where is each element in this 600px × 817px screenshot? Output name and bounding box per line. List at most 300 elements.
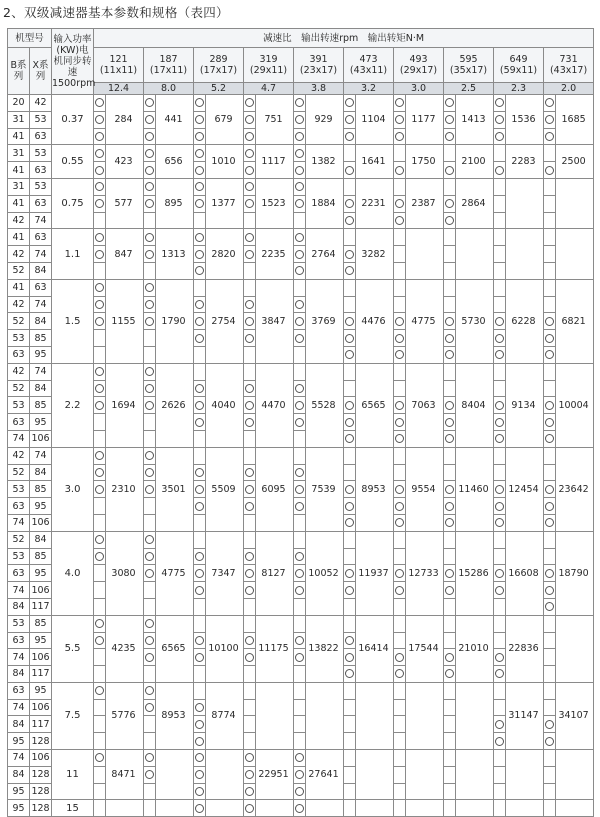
availability-mark	[344, 565, 356, 582]
availability-mark	[244, 615, 256, 632]
gear-ratio: (29x11)	[249, 65, 288, 76]
output-torque: 22951	[256, 750, 294, 800]
b-model: 95	[8, 733, 30, 750]
availability-mark	[344, 128, 356, 145]
table-row	[8, 615, 594, 632]
availability-mark	[344, 262, 356, 279]
availability-mark	[444, 632, 456, 649]
b-model: 53	[8, 481, 30, 498]
output-torque: 2283	[506, 145, 544, 179]
availability-mark	[294, 430, 306, 447]
available-circle-icon	[445, 653, 454, 662]
availability-mark	[444, 514, 456, 531]
output-torque: 2387	[406, 178, 444, 228]
availability-mark	[344, 531, 356, 548]
availability-mark	[394, 363, 406, 380]
x-model: 95	[30, 632, 52, 649]
availability-mark	[144, 800, 156, 817]
available-circle-icon	[195, 502, 204, 511]
available-circle-icon	[395, 434, 404, 443]
b-model: 74	[8, 699, 30, 716]
available-circle-icon	[195, 334, 204, 343]
available-circle-icon	[545, 317, 554, 326]
output-torque: 6565	[156, 615, 194, 682]
availability-mark	[194, 195, 206, 212]
output-torque: 1413	[456, 95, 494, 145]
available-circle-icon	[345, 250, 354, 259]
output-torque: 1382	[306, 145, 344, 179]
availability-mark	[244, 750, 256, 767]
table-row	[8, 145, 594, 162]
output-torque: 16608	[506, 531, 544, 615]
table-row	[8, 279, 594, 296]
availability-mark	[94, 212, 106, 229]
output-rpm: 187	[159, 54, 178, 65]
b-model: 52	[8, 380, 30, 397]
power-header-text: 输入功率(KW)电机同步转速1500rpm	[52, 34, 96, 89]
output-torque: 1750	[406, 145, 444, 179]
available-circle-icon	[445, 434, 454, 443]
availability-mark	[444, 397, 456, 414]
available-circle-icon	[245, 317, 254, 326]
available-circle-icon	[345, 334, 354, 343]
available-circle-icon	[95, 250, 104, 259]
available-circle-icon	[445, 518, 454, 527]
available-circle-icon	[445, 485, 454, 494]
reduction-ratio: 3.2	[344, 83, 394, 95]
availability-mark	[544, 682, 556, 699]
output-torque	[156, 750, 194, 800]
availability-mark	[144, 514, 156, 531]
available-circle-icon	[345, 132, 354, 141]
availability-mark	[144, 178, 156, 195]
availability-mark	[444, 716, 456, 733]
availability-mark	[494, 430, 506, 447]
available-circle-icon	[445, 502, 454, 511]
output-torque: 17544	[406, 615, 444, 682]
output-torque	[406, 229, 444, 279]
x-model: 63	[30, 128, 52, 145]
available-circle-icon	[395, 334, 404, 343]
availability-mark	[244, 514, 256, 531]
available-circle-icon	[245, 384, 254, 393]
availability-mark	[294, 699, 306, 716]
available-circle-icon	[345, 317, 354, 326]
availability-mark	[294, 414, 306, 431]
availability-mark	[244, 682, 256, 699]
availability-mark	[294, 262, 306, 279]
availability-mark	[244, 380, 256, 397]
available-circle-icon	[345, 636, 354, 645]
availability-mark	[94, 397, 106, 414]
output-torque: 1641	[356, 145, 394, 179]
availability-mark	[544, 464, 556, 481]
availability-mark	[144, 531, 156, 548]
availability-mark	[544, 162, 556, 179]
availability-mark	[94, 346, 106, 363]
x-model: 128	[30, 733, 52, 750]
x-model: 53	[30, 178, 52, 195]
availability-mark	[294, 296, 306, 313]
available-circle-icon	[195, 753, 204, 762]
output-torque: 6228	[506, 279, 544, 363]
available-circle-icon	[395, 502, 404, 511]
availability-mark	[144, 397, 156, 414]
available-circle-icon	[495, 418, 504, 427]
speed-col-header	[444, 48, 494, 83]
availability-mark	[544, 783, 556, 800]
availability-mark	[494, 498, 506, 515]
available-circle-icon	[545, 98, 554, 107]
output-torque: 2764	[306, 229, 344, 279]
output-torque	[256, 800, 294, 817]
available-circle-icon	[345, 669, 354, 678]
availability-mark	[194, 649, 206, 666]
availability-mark	[144, 464, 156, 481]
available-circle-icon	[245, 132, 254, 141]
table-row	[8, 178, 594, 195]
x-series-header: X系列	[30, 48, 52, 95]
availability-mark	[144, 212, 156, 229]
availability-mark	[144, 548, 156, 565]
output-torque	[406, 750, 444, 800]
reduction-ratio: 2.0	[544, 83, 594, 95]
availability-mark	[244, 430, 256, 447]
availability-mark	[244, 229, 256, 246]
available-circle-icon	[195, 703, 204, 712]
available-circle-icon	[545, 434, 554, 443]
availability-mark	[444, 649, 456, 666]
available-circle-icon	[145, 552, 154, 561]
output-torque: 847	[106, 229, 144, 279]
availability-mark	[544, 178, 556, 195]
availability-mark	[194, 246, 206, 263]
available-circle-icon	[495, 569, 504, 578]
x-model: 74	[30, 363, 52, 380]
available-circle-icon	[245, 552, 254, 561]
availability-mark	[244, 666, 256, 683]
availability-mark	[494, 582, 506, 599]
output-torque: 929	[306, 95, 344, 145]
availability-mark	[394, 279, 406, 296]
reduction-ratio: 2.5	[444, 83, 494, 95]
availability-mark	[344, 498, 356, 515]
availability-mark	[544, 95, 556, 112]
availability-mark	[494, 514, 506, 531]
output-torque	[556, 615, 594, 682]
output-torque	[206, 800, 244, 817]
availability-mark	[344, 178, 356, 195]
availability-mark	[544, 346, 556, 363]
available-circle-icon	[345, 418, 354, 427]
x-model: 117	[30, 716, 52, 733]
availability-mark	[294, 750, 306, 767]
x-model: 53	[30, 111, 52, 128]
availability-mark	[494, 380, 506, 397]
b-model: 63	[8, 346, 30, 363]
availability-mark	[294, 464, 306, 481]
availability-mark	[294, 615, 306, 632]
available-circle-icon	[495, 434, 504, 443]
availability-mark	[194, 262, 206, 279]
x-model: 117	[30, 598, 52, 615]
output-torque: 12733	[406, 531, 444, 615]
availability-mark	[244, 212, 256, 229]
availability-mark	[544, 733, 556, 750]
x-model: 106	[30, 430, 52, 447]
availability-mark	[244, 414, 256, 431]
output-torque: 2310	[106, 447, 144, 531]
availability-mark	[294, 565, 306, 582]
availability-mark	[544, 800, 556, 817]
availability-mark	[494, 750, 506, 767]
availability-mark	[94, 582, 106, 599]
availability-mark	[444, 95, 456, 112]
availability-mark	[494, 565, 506, 582]
availability-mark	[494, 615, 506, 632]
availability-mark	[94, 380, 106, 397]
availability-mark	[394, 682, 406, 699]
available-circle-icon	[145, 283, 154, 292]
availability-mark	[344, 279, 356, 296]
reduction-ratio: 4.7	[244, 83, 294, 95]
available-circle-icon	[195, 98, 204, 107]
availability-mark	[494, 447, 506, 464]
output-torque	[406, 800, 444, 817]
output-torque: 2500	[556, 145, 594, 179]
b-model: 84	[8, 598, 30, 615]
availability-mark	[494, 246, 506, 263]
availability-mark	[194, 414, 206, 431]
output-torque: 4235	[106, 615, 144, 682]
availability-mark	[444, 229, 456, 246]
available-circle-icon	[245, 199, 254, 208]
b-model: 53	[8, 330, 30, 347]
availability-mark	[144, 565, 156, 582]
b-model: 53	[8, 615, 30, 632]
availability-mark	[194, 363, 206, 380]
availability-mark	[94, 800, 106, 817]
available-circle-icon	[295, 636, 304, 645]
output-torque: 2100	[456, 145, 494, 179]
availability-mark	[294, 481, 306, 498]
available-circle-icon	[195, 300, 204, 309]
availability-mark	[394, 414, 406, 431]
availability-mark	[94, 716, 106, 733]
output-torque: 6565	[356, 363, 394, 447]
availability-mark	[244, 800, 256, 817]
available-circle-icon	[145, 636, 154, 645]
available-circle-icon	[95, 485, 104, 494]
x-model: 84	[30, 531, 52, 548]
availability-mark	[344, 229, 356, 246]
availability-mark	[294, 598, 306, 615]
availability-mark	[394, 346, 406, 363]
availability-mark	[194, 632, 206, 649]
x-model: 74	[30, 296, 52, 313]
available-circle-icon	[445, 98, 454, 107]
output-torque: 8953	[156, 682, 194, 749]
availability-mark	[394, 162, 406, 179]
available-circle-icon	[445, 317, 454, 326]
output-torque: 7063	[406, 363, 444, 447]
b-series-header: B系列	[8, 48, 30, 95]
output-torque: 2235	[256, 229, 294, 279]
availability-mark	[344, 145, 356, 162]
availability-mark	[244, 783, 256, 800]
availability-mark	[294, 128, 306, 145]
availability-mark	[144, 666, 156, 683]
availability-mark	[394, 750, 406, 767]
availability-mark	[394, 632, 406, 649]
output-torque: 1790	[156, 279, 194, 363]
x-model: 85	[30, 330, 52, 347]
b-model: 31	[8, 111, 30, 128]
availability-mark	[144, 229, 156, 246]
x-model: 84	[30, 313, 52, 330]
available-circle-icon	[195, 737, 204, 746]
availability-mark	[344, 313, 356, 330]
input-power: 11	[52, 750, 94, 800]
output-torque	[556, 178, 594, 228]
availability-mark	[444, 615, 456, 632]
b-model: 41	[8, 195, 30, 212]
availability-mark	[494, 800, 506, 817]
x-model: 74	[30, 246, 52, 263]
output-torque: 3847	[256, 279, 294, 363]
availability-mark	[344, 582, 356, 599]
output-rpm: 649	[509, 54, 528, 65]
output-torque: 2231	[356, 178, 394, 228]
available-circle-icon	[545, 401, 554, 410]
available-circle-icon	[195, 166, 204, 175]
availability-mark	[444, 750, 456, 767]
available-circle-icon	[395, 199, 404, 208]
available-circle-icon	[295, 266, 304, 275]
available-circle-icon	[245, 401, 254, 410]
available-circle-icon	[145, 250, 154, 259]
availability-mark	[194, 464, 206, 481]
available-circle-icon	[495, 720, 504, 729]
availability-mark	[494, 414, 506, 431]
page-title: 2、双级减速器基本参数和规格（表四）	[3, 5, 229, 20]
availability-mark	[494, 397, 506, 414]
availability-mark	[444, 464, 456, 481]
available-circle-icon	[95, 535, 104, 544]
output-torque: 8471	[106, 750, 144, 800]
available-circle-icon	[195, 804, 204, 813]
available-circle-icon	[345, 266, 354, 275]
availability-mark	[344, 682, 356, 699]
availability-mark	[144, 632, 156, 649]
output-rpm: 319	[259, 54, 278, 65]
availability-mark	[344, 716, 356, 733]
output-torque: 3282	[356, 229, 394, 279]
availability-mark	[144, 162, 156, 179]
availability-mark	[144, 128, 156, 145]
available-circle-icon	[295, 384, 304, 393]
availability-mark	[194, 548, 206, 565]
output-torque	[356, 800, 394, 817]
table-row	[8, 682, 594, 699]
output-torque: 11937	[356, 531, 394, 615]
output-torque: 7539	[306, 447, 344, 531]
b-model: 41	[8, 128, 30, 145]
availability-mark	[494, 481, 506, 498]
output-torque	[356, 682, 394, 749]
x-model: 63	[30, 229, 52, 246]
available-circle-icon	[245, 636, 254, 645]
availability-mark	[144, 262, 156, 279]
speed-col-header	[244, 48, 294, 83]
availability-mark	[444, 279, 456, 296]
availability-mark	[344, 195, 356, 212]
output-torque: 1177	[406, 95, 444, 145]
available-circle-icon	[545, 350, 554, 359]
output-torque: 16414	[356, 615, 394, 682]
availability-mark	[494, 632, 506, 649]
available-circle-icon	[95, 384, 104, 393]
b-model: 84	[8, 716, 30, 733]
table-row	[8, 95, 594, 112]
gear-ratio: (29x17)	[399, 65, 438, 76]
availability-mark	[494, 716, 506, 733]
x-model: 128	[30, 766, 52, 783]
availability-mark	[494, 111, 506, 128]
x-model: 106	[30, 514, 52, 531]
availability-mark	[544, 229, 556, 246]
available-circle-icon	[495, 317, 504, 326]
availability-mark	[194, 699, 206, 716]
input-power: 0.55	[52, 145, 94, 179]
available-circle-icon	[245, 485, 254, 494]
availability-mark	[94, 649, 106, 666]
availability-mark	[394, 195, 406, 212]
availability-mark	[294, 447, 306, 464]
availability-mark	[244, 195, 256, 212]
available-circle-icon	[195, 552, 204, 561]
available-circle-icon	[145, 98, 154, 107]
availability-mark	[244, 481, 256, 498]
availability-mark	[144, 699, 156, 716]
availability-mark	[194, 666, 206, 683]
availability-mark	[194, 582, 206, 599]
availability-mark	[394, 464, 406, 481]
b-model: 52	[8, 531, 30, 548]
availability-mark	[544, 430, 556, 447]
availability-mark	[344, 246, 356, 263]
output-torque: 1377	[206, 178, 244, 228]
availability-mark	[144, 296, 156, 313]
availability-mark	[244, 397, 256, 414]
output-torque	[456, 800, 494, 817]
input-power: 0.75	[52, 178, 94, 228]
availability-mark	[444, 447, 456, 464]
available-circle-icon	[345, 434, 354, 443]
availability-mark	[394, 666, 406, 683]
b-model: 41	[8, 162, 30, 179]
availability-mark	[244, 145, 256, 162]
availability-mark	[94, 750, 106, 767]
availability-mark	[294, 800, 306, 817]
availability-mark	[494, 598, 506, 615]
available-circle-icon	[245, 753, 254, 762]
available-circle-icon	[445, 199, 454, 208]
availability-mark	[394, 514, 406, 531]
availability-mark	[394, 447, 406, 464]
x-model: 95	[30, 498, 52, 515]
b-model: 52	[8, 464, 30, 481]
